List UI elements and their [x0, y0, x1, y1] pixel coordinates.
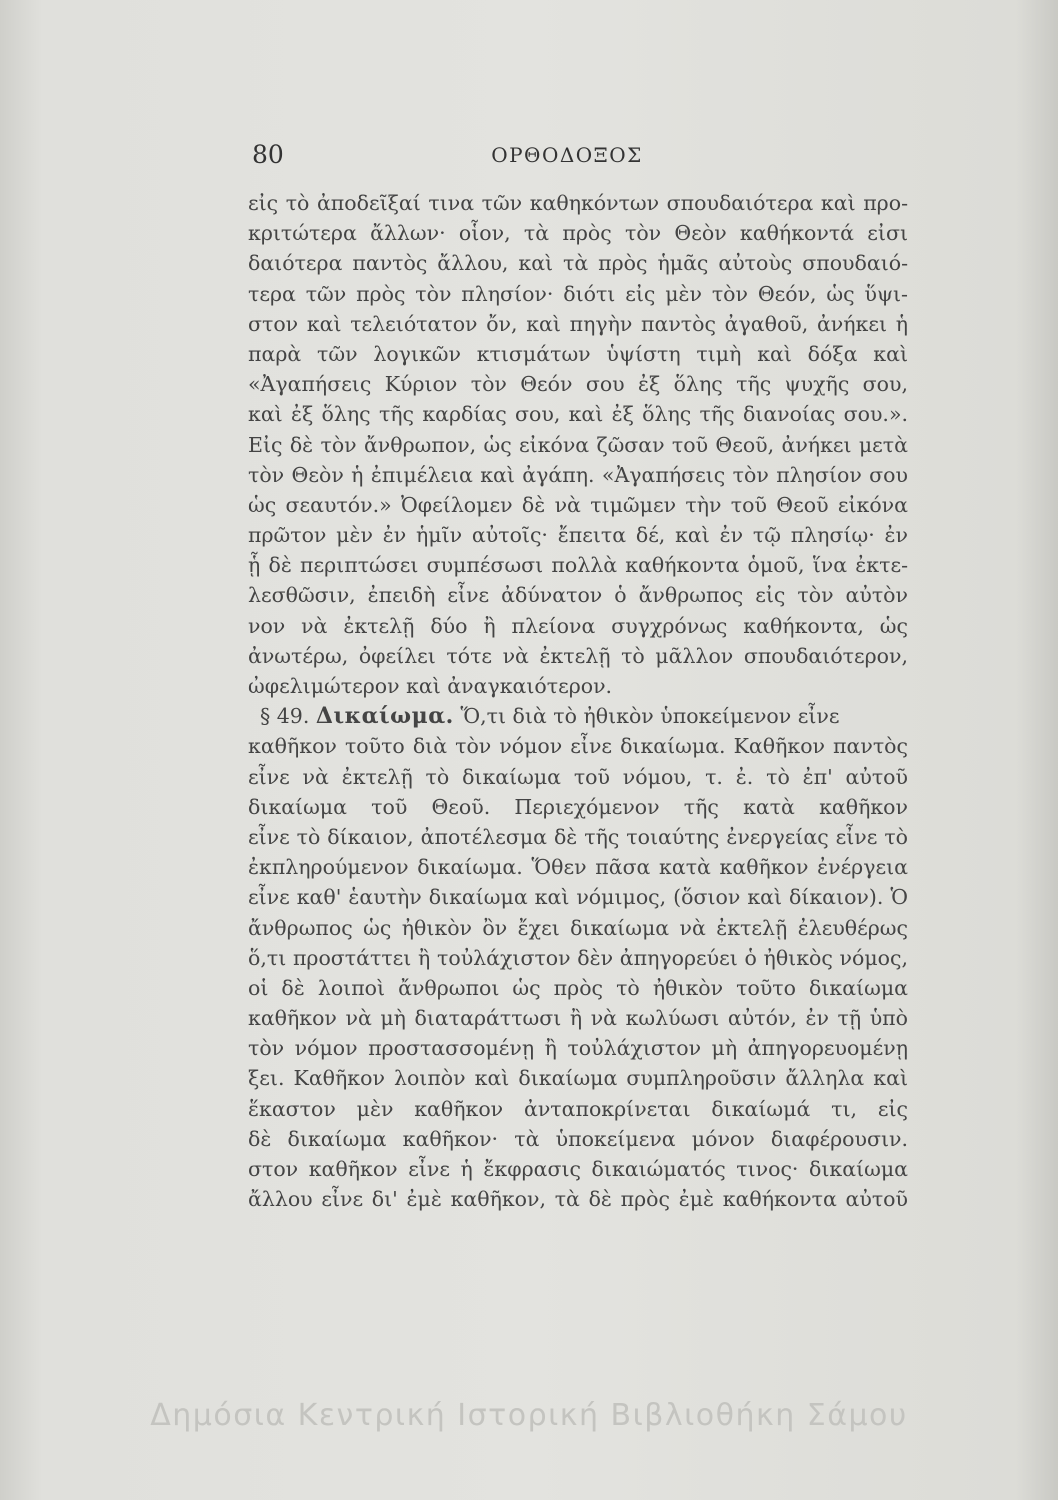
text-line: ἕκαστον μὲν καθῆκον ἀνταποκρίνεται δικαίωμά τι, εἰς: [248, 1096, 908, 1121]
section-first-line: Ὅ,τι διὰ τὸ ἠθικὸν ὑποκείμενον εἶνε: [460, 704, 840, 729]
text-line: ἀνωτέρω, ὀφείλει τότε νὰ ἐκτελῇ τὸ μᾶλλον σπουδαιότερον,: [248, 643, 908, 668]
text-line: καὶ ἐξ ὅλης τῆς καρδίας σου, καὶ ἐξ ὅλης τῆς διανοίας σου.».: [248, 402, 908, 427]
page-number: 80: [252, 140, 284, 169]
text-line: καθῆκον νὰ μὴ διαταράττωσι ἢ νὰ κωλύωσι αὐτόν, ἐν τῇ ὑπὸ: [248, 1006, 908, 1031]
text-line: δαιότερα παντὸς ἄλλου, καὶ τὰ πρὸς ἡμᾶς αὐτοὺς σπουδαιό-: [248, 251, 908, 276]
text-line: ἐκπληρούμενον δικαίωμα. Ὅθεν πᾶσα κατὰ καθῆκον ἐνέργεια: [248, 855, 908, 880]
text-line: τὸν νόμον προστασσομένῃ ἢ τοὐλάχιστον μὴ ἀπηγορευομένῃ: [248, 1036, 908, 1061]
text-line: ἄλλου εἶνε δι' ἐμὲ καθῆκον, τὰ δὲ πρὸς ἐμὲ καθήκοντα αὐτοῦ: [248, 1187, 908, 1212]
text-line: εἶνε νὰ ἐκτελῇ τὸ δικαίωμα τοῦ νόμου, τ. ἐ. τὸ ἐπ' αὐτοῦ: [248, 764, 908, 789]
text-line: νον νὰ ἐκτελῇ δύο ἢ πλείονα συγχρόνως καθήκοντα, ὡς: [248, 613, 908, 638]
text-line: εἶνε τὸ δίκαιον, ἀποτέλεσμα δὲ τῆς τοιαύτης ἐνεργείας εἶνε τὸ: [248, 824, 908, 849]
text-line: κριτώτερα ἄλλων· οἷον, τὰ πρὸς τὸν Θεὸν καθήκοντά εἰσι: [248, 221, 908, 246]
section-title: Δικαίωμα.: [315, 703, 454, 730]
text-line: δὲ δικαίωμα καθῆκον· τὰ ὑποκείμενα μόνον διαφέρουσιν.: [248, 1126, 908, 1151]
text-line: καθῆκον τοῦτο διὰ τὸν νόμον εἶνε δικαίωμα. Καθῆκον παντὸς: [248, 734, 908, 759]
section-heading-line: [248, 701, 908, 731]
text-line: στον καθῆκον εἶνε ἡ ἔκφρασις δικαιώματός τινος· δικαίωμα: [248, 1157, 908, 1181]
text-line: «Ἀγαπήσεις Κύριον τὸν Θεόν σου ἐξ ὅλης τῆς ψυχῆς σου,: [248, 372, 908, 397]
library-watermark: Δημόσια Κεντρική Ιστορική Βιβλιοθήκη Σάμου: [150, 1398, 908, 1433]
body-text: [248, 188, 908, 1214]
running-title: ΟΡΘΟΔΟΞΟΣ: [491, 143, 643, 167]
text-line: ὅ,τι προστάττει ἢ τοὐλάχιστον δὲν ἀπηγορεύει ὁ ἠθικὸς νόμος,: [248, 945, 908, 970]
text-line: λεσθῶσιν, ἐπειδὴ εἶνε ἀδύνατον ὁ ἄνθρωπος εἰς τὸν αὐτὸν: [248, 583, 908, 608]
text-line: εἶνε καθ' ἑαυτὴν δικαίωμα καὶ νόμιμος, (ὅσιον καὶ δίκαιον). Ὁ: [248, 885, 908, 910]
text-line: ᾗ δὲ περιπτώσει συμπέσωσι πολλὰ καθήκοντα ὁμοῦ, ἵνα ἐκτε-: [248, 553, 908, 578]
text-line: ὡς σεαυτόν.» Ὀφείλομεν δὲ νὰ τιμῶμεν τὴν τοῦ Θεοῦ εἰκόνα: [248, 492, 908, 517]
text-line: παρὰ τῶν λογικῶν κτισμάτων ὑψίστη τιμὴ καὶ δόξα καὶ: [248, 341, 908, 366]
text-line: δικαίωμα τοῦ Θεοῦ. Περιεχόμενον τῆς κατὰ καθῆκον: [248, 794, 908, 819]
text-line: στον καὶ τελειότατον ὄν, καὶ πηγὴν παντὸς ἀγαθοῦ, ἀνήκει ἡ: [248, 311, 908, 336]
text-line: πρῶτον μὲν ἐν ἡμῖν αὐτοῖς· ἔπειτα δέ, καὶ ἐν τῷ πλησίῳ· ἐν: [248, 523, 908, 548]
text-line: τὸν Θεὸν ἡ ἐπιμέλεια καὶ ἀγάπη. «Ἀγαπήσεις τὸν πλησίον σου: [248, 462, 908, 487]
text-line: ὠφελιμώτερον καὶ ἀναγκαιότερον.: [248, 674, 613, 698]
text-line: ἄνθρωπος ὡς ἠθικὸν ὂν ἔχει δικαίωμα νὰ ἐκτελῇ ἐλευθέρως: [248, 915, 908, 940]
text-line: οἱ δὲ λοιποὶ ἄνθρωποι ὡς πρὸς τὸ ἠθικὸν τοῦτο δικαίωμα: [248, 975, 908, 1000]
text-line: τερα τῶν πρὸς τὸν πλησίον· διότι εἰς μὲν τὸν Θεόν, ὡς ὕψι-: [248, 281, 908, 306]
text-line: ξει. Καθῆκον λοιπὸν καὶ δικαίωμα συμπληροῦσιν ἄλληλα καὶ: [248, 1066, 908, 1091]
section-number: § 49.: [260, 704, 310, 729]
page-header: [252, 140, 882, 176]
text-line: εἰς τὸ ἀποδεῖξαί τινα τῶν καθηκόντων σπουδαιότερα καὶ προ-: [248, 191, 908, 215]
text-line: Εἰς δὲ τὸν ἄνθρωπον, ὡς εἰκόνα ζῶσαν τοῦ Θεοῦ, ἀνήκει μετὰ: [248, 432, 908, 457]
